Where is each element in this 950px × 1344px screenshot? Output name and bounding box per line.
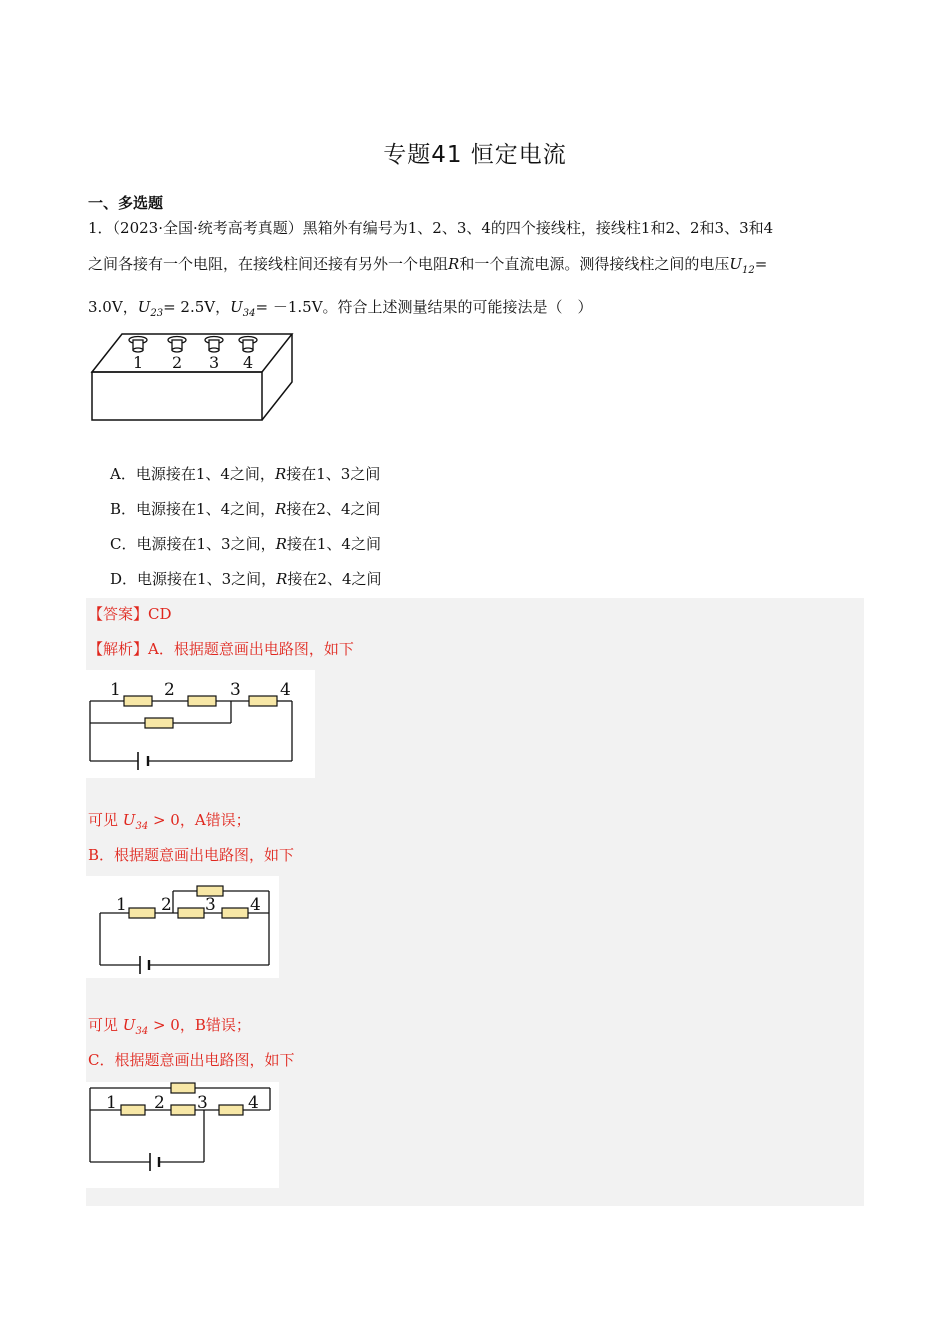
question-line-1: 1．（2023·全国·统考高考真题）黑箱外有编号为1、2、3、4的四个接线柱，接线柱1和2、2和3、3和4 <box>88 219 774 237</box>
conclusion-b: 可见 $U_{34} > 0$，B错误； <box>88 1016 251 1037</box>
terminal-icon <box>205 337 223 353</box>
option-b: B．电源接在1、4之间，R接在2、4之间 <box>110 500 381 518</box>
terminal-label: 1 <box>106 1093 117 1113</box>
circuit-diagram-c <box>86 1082 279 1188</box>
terminal-label: 3 <box>205 895 216 915</box>
resistor <box>124 696 152 706</box>
terminal-label: 2 <box>154 1093 165 1113</box>
terminal-label: 4 <box>280 680 291 700</box>
analysis-a-line: 【解析】A．根据题意画出电路图，如下 <box>88 640 354 658</box>
resistor <box>249 696 277 706</box>
answer-line: 【答案】CD <box>88 605 172 623</box>
question-line-3: 3.0V，$U_{23}= 2.5V$，$U_{34}= -1.5V$。符合上述测量结果的可能接法是（ ） <box>88 298 593 319</box>
terminal-icon <box>168 337 186 353</box>
resistor <box>171 1083 195 1093</box>
circuit-diagram-a <box>86 670 315 778</box>
terminal-label: 1 <box>110 680 121 700</box>
circuit-diagram-b <box>86 876 279 978</box>
terminal-icon <box>239 337 257 353</box>
black-box-figure <box>88 330 298 429</box>
terminal-label: 2 <box>164 680 175 700</box>
conclusion-a: 可见 $U_{34} > 0$，A错误； <box>88 811 251 832</box>
analysis-b-line: B．根据题意画出电路图，如下 <box>88 846 295 864</box>
resistor <box>171 1105 195 1115</box>
resistor <box>222 908 248 918</box>
resistor <box>178 908 204 918</box>
page-title: 专题41 恒定电流 <box>383 142 567 168</box>
terminal-label: 4 <box>243 353 254 372</box>
question-text <box>88 210 864 332</box>
option-c: C．电源接在1、3之间，R接在1、4之间 <box>110 535 381 553</box>
terminal-label: 3 <box>209 353 220 372</box>
resistor <box>219 1105 243 1115</box>
terminal-icon <box>129 337 147 353</box>
option-d: D．电源接在1、3之间，R接在2、4之间 <box>110 570 382 588</box>
terminal-label: 1 <box>116 895 127 915</box>
terminal-label: 2 <box>161 895 172 915</box>
option-a: A．电源接在1、4之间，R接在1、3之间 <box>110 465 381 483</box>
terminal-label: 4 <box>250 895 261 915</box>
terminal-posts <box>129 337 257 353</box>
resistor <box>121 1105 145 1115</box>
terminal-label: 2 <box>172 353 183 372</box>
resistor <box>145 718 173 728</box>
resistor <box>188 696 216 706</box>
section-heading: 一、多选题 <box>88 194 164 212</box>
terminal-label: 3 <box>230 680 241 700</box>
terminal-label: 1 <box>133 353 144 372</box>
analysis-c-line: C．根据题意画出电路图，如下 <box>88 1051 295 1069</box>
resistor <box>129 908 155 918</box>
terminal-label: 4 <box>248 1093 259 1113</box>
question-line-2: 之间各接有一个电阻，在接线柱间还接有另外一个电阻R和一个直流电源。测得接线柱之间的电压$U_{12}=$ <box>88 255 768 276</box>
terminal-label: 3 <box>197 1093 208 1113</box>
